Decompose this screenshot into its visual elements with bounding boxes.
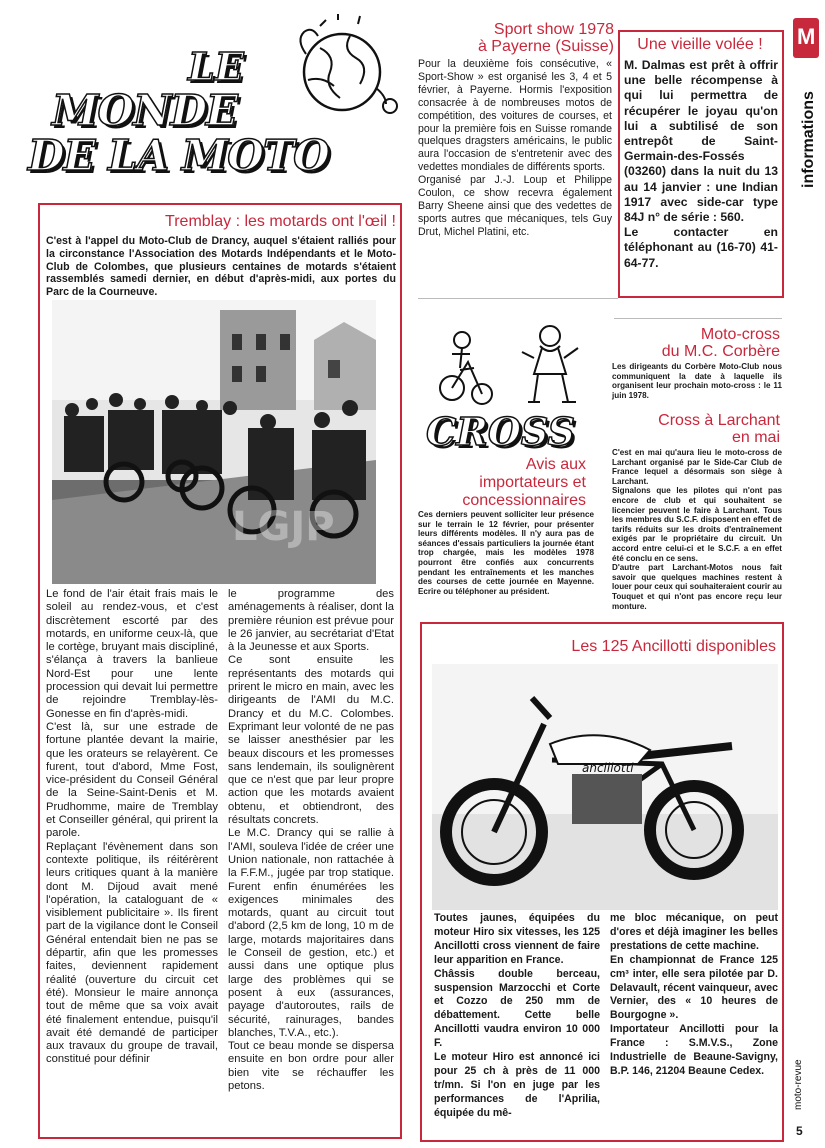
ancillotti-photo — [432, 664, 778, 910]
ancillotti-bike-label: ancillotti — [582, 761, 634, 775]
page-number: 5 — [796, 1124, 803, 1138]
larchant-text: C'est en mai qu'aura lieu le moto-cross de Larchant organisé par le Side-Car Club de France lequel a désormais son siège à Larchant. Signalons que les pilotes qui n'ont pas encore de club et qui souhaitent se licencier peuvent le faire à Larchant. Tous les membres du S.C.F. disposent en effet de tarifs réduits sur les droits d'entraînement exigés par le propriétaire du circuit. Un accord entre celui-ci et le S.C.F. a en effet été conclu en ce sens. D'autre part Larchant-Motos nous fait savoir que quelques machines restent à louer pour ceux qui souhaiteraient courir au Touquet et qui n'ont pas encore reçu leur monture. — [612, 448, 782, 611]
corbere-title-1: Moto-cross — [700, 326, 780, 343]
ancillotti-title: Les 125 Ancillotti disponibles — [571, 638, 776, 655]
cross-top-rule — [418, 298, 618, 299]
corbere-top-rule — [614, 318, 782, 319]
vieille-volee-title: Une vieille volée ! — [637, 36, 763, 53]
corbere-title-2: du M.C. Corbère — [661, 343, 780, 360]
masthead-line-1: LE — [188, 44, 244, 89]
cross-text: Ces derniers peuvent solliciter leur présence sur le terrain le 12 février, pour présenter leurs différents modèles. Il n'y aura pas de séances d'essais particuliers la journée étant trop chargée, mais les modèles 1978 pourront être confiés aux concurrents pendant les entraînements et les manches des courses de cette journée en Mayenne. Ecrire ou téléphoner au président. — [418, 510, 594, 596]
cross-logo: CROSS — [426, 409, 575, 454]
sport-show-title-1: Sport show 1978 — [493, 21, 614, 38]
masthead — [20, 14, 400, 194]
larchant-title-1: Cross à Larchant — [658, 412, 780, 429]
sport-show-text: Pour la deuxième fois consécutive, « Sport-Show » est organisé les 3, 4 et 5 février, à Payerne. Hormis l'exposition consacrée à de nombreuses motos de compétition, des voitures de courses, et pour la première fois en Suisse romande quelques dragsters américains, le public aura l'occasion de s'entretenir avec des vedettes mondiales de différents sports. Organisé par J.-J. Loup et Philippe Coulon, ce show recevra également Barry Sheene ainsi que des vedettes de sports autres que mécaniques, tels Guy Drut, Michel Platini, etc. — [418, 58, 612, 238]
cross-title-1: Avis aux — [525, 456, 586, 473]
footer-label: moto-revue — [793, 1059, 804, 1110]
section-label: informations — [800, 91, 817, 188]
tremblay-title: Tremblay : les motards ont l'œil ! — [165, 213, 396, 230]
svg-text:LGJP: LGJP — [232, 504, 335, 550]
ancillotti-col-1: Toutes jaunes, équipées du moteur Hiro six vitesses, les 125 Ancillotti cross viennent de faire leur apparition en France. Châssis double berceau, suspension Marzocchi et Corte et Cozzo de 250 mm de débattement. Cette belle Ancillotti vaudra environ 10 000 F. Le moteur Hiro est annoncé ici pour 25 ch à près de 11 000 tr/mn. Si l'on en juge par les performances de l'Aprilia, équipée du mê- — [434, 912, 600, 1119]
brand-logo-letter: M — [797, 24, 816, 49]
masthead-line-3: DE LA MOTO — [28, 131, 329, 180]
cross-title-2: importateurs et — [479, 474, 586, 491]
larchant-title-2: en mai — [731, 429, 780, 446]
tremblay-photo — [52, 300, 376, 584]
ancillotti-col-2: me bloc mécanique, on peut d'ores et déjà imaginer les belles prestations de cette machine. En championnat de France 125 cm³ inter, elle sera pilotée par D. Delavault, récent vainqueur, avec Vernier, des « 10 heures de Bourgogne ». Importateur Ancillotti pour la France : S.M.V.S., Zone Industrielle de Beaune-Savigny, B.P. 146, 21204 Beaune Cedex. — [610, 912, 778, 1077]
tremblay-col-1: Le fond de l'air était frais mais le soleil au rendez-vous, et c'est discrètement escorté par des motards, en uniforme ceux-là, que le cortège, bruyant mais discipliné, s'élança à travers la banlieue Nord-Est pour une lente procession qui devait lui permettre de rejoindre Tremblay-lès-Gonesse en fin d'après-midi. C'est là, sur une estrade de fortune plantée devant la mairie, que les orateurs se relayèrent. Ce furent, tout d'abord, Mme Fost, vice-président du Conseil Général de la Seine-Saint-Denis et M. Prudhomme, maire de Tremblay et Conseiller général, qui prirent la parole. Replaçant l'évènement dans son contexte politique, ils réitérèrent leurs critiques quant à la manière dont M. Dijoud avait mené l'opération, la cataloguant de « visiblement publicitaire ». Ils firent part de la vigilance dont le Conseil Général entendait bien ne pas se départir, afin que les promesses faites, deviennent rapidement réalité (ouverture du circuit cet été). Monsieur le maire annonça tout de même que sa voix avait été finalement entendue, puisqu'il avait été demandé de participer aux travaux du groupe de travail, constitué pour définir — [46, 588, 218, 1066]
tremblay-col-2: le programme des aménagements à réaliser, dont la première réunion est prévue pour le 26 janvier, au secrétariat d'Etat à la Jeunesse et aux Sports. Ce sont ensuite les représentants des motards qui prirent le micro en main, avec les dirigeants de l'AMI du M.C. Drancy et du M.C. Colombes. Exprimant leur volonté de ne pas se laisser anesthésier par les beaux discours et les promesses sans lendemain, ils soulignèrent que ce n'est que par leur propre action que les motards avaient obtenu, et obtiendront, des résultats concrets. Le M.C. Drancy qui se rallie à l'AMI, souleva l'idée de créer une Union nationale, non rattachée à la F.F.M., jugée par trop statique. Furent enfin énumérées les exigences minimales des motards, quant au circuit tout d'abord (2,5 km de long, 10 m de large, motards majoritaires dans le Conseil de gestion, etc.) et aussi dans une optique plus large des problèmes qui se posent à eux (assurances, payage d'autoroutes, rails de sécurité, rainurages, bandes blanches, T.V.A., etc.). Tout ce beau monde se dispersa ensuite en bon ordre pour aller bien vite se réchauffer les petons. — [228, 588, 394, 1092]
vieille-volee-text: M. Dalmas est prêt à offrir une belle récompense à qui lui permettra de récupérer le joyau qu'on lui a subtilisé de son entrepôt de Saint-Germain-des-Fossés (03260) dans la nuit du 13 au 14 janvier : une Indian 1917 avec side-car type 84J n° de série : 560. Le contacter en téléphonant au (16-70) 41-64-77. — [624, 58, 778, 270]
cross-title-3: concessionnaires — [462, 492, 586, 509]
cross-illustration — [430, 318, 590, 410]
sport-show-title-2: à Payerne (Suisse) — [477, 38, 614, 55]
corbere-text: Les dirigeants du Corbère Moto-Club nous communiquent la date à laquelle ils organisent leur prochain moto-cross : le 11 juin 1978. — [612, 362, 782, 400]
masthead-line-2: MONDE — [52, 86, 237, 135]
cross-riders-icon — [430, 318, 590, 410]
brand-logo — [793, 18, 819, 58]
tremblay-lead: C'est à l'appel du Moto-Club de Drancy, auquel s'étaient ralliés pour la circonstance l'Association des Motards Indépendants et le Moto-Club de Colombes, que plusieurs centaines de motards s'étaient rassemblés samedi dernier, en début d'après-midi, aux portes du Parc de la Courneuve. — [46, 235, 396, 299]
